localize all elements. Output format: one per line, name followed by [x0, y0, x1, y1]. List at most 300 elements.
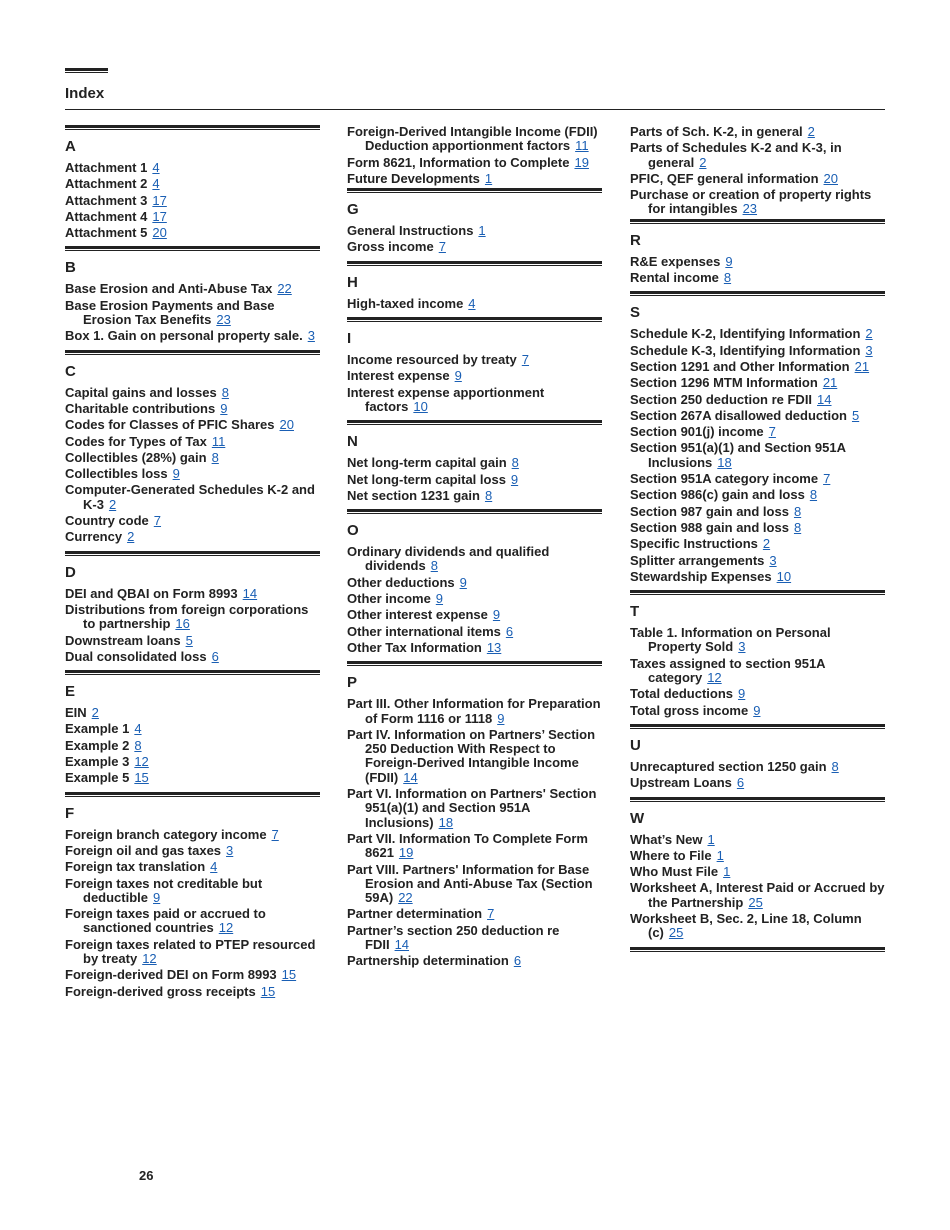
index-entry-text: Country code	[65, 513, 149, 529]
index-entry-text: Upstream Loans	[630, 775, 732, 791]
index-entry-text: Foreign taxes paid or accrued to sanctioned countries	[65, 906, 266, 936]
page-link[interactable]: 2	[762, 536, 771, 552]
index-entry-text: Section 986(c) gain and loss	[630, 487, 805, 503]
index-entry	[630, 255, 885, 269]
index-entry	[65, 299, 320, 328]
page-link[interactable]: 7	[823, 471, 831, 487]
index-entry	[347, 728, 602, 785]
section-rule	[347, 188, 602, 193]
page-link[interactable]: 7	[271, 826, 279, 842]
index-entry-text: Codes for Classes of PFIC Shares	[65, 417, 275, 433]
index-entry	[630, 865, 885, 879]
index-entry-text: Section 951(a)(1) and Section 951A Inclusions	[630, 440, 846, 470]
page-link[interactable]: 19	[574, 154, 589, 170]
index-entry	[347, 863, 602, 906]
section-letter: R	[630, 231, 641, 249]
page-link[interactable]: 20	[152, 225, 167, 241]
index-entry-text: Foreign taxes related to PTEP resourced by treaty	[65, 936, 316, 966]
page-link[interactable]: 2	[699, 154, 707, 170]
index-entry	[347, 545, 602, 574]
index-entry-text: Attachment 4	[65, 208, 148, 224]
page-link[interactable]: 18	[438, 814, 454, 830]
index-entry-text: Attachment 1	[65, 160, 148, 175]
index-entry	[347, 832, 602, 861]
section-letter: C	[65, 362, 76, 380]
column-end-rule	[630, 947, 885, 952]
index-entry-text: Base Erosion Payments and Base Erosion Tax Benefits	[65, 297, 275, 328]
page-link[interactable]: 7	[768, 424, 776, 440]
index-entry	[630, 172, 885, 186]
section-letter: N	[347, 433, 358, 451]
page-link[interactable]: 16	[175, 616, 190, 632]
index-entry-text: Part VIII. Partners' Information for Base Erosion and Anti-Abuse Tax (Section 59A)	[347, 861, 593, 906]
index-entry	[65, 828, 320, 842]
page-link[interactable]: 1	[478, 223, 486, 239]
index-entry	[65, 755, 320, 769]
index-entry-text: Other international items	[347, 623, 501, 639]
index-entry-text: Total deductions	[630, 686, 734, 702]
page-link[interactable]: 2	[91, 705, 99, 721]
index-entry-text: Income resourced by treaty	[347, 352, 517, 368]
index-entry-text: Schedule K-3, Identifying Information	[630, 342, 861, 358]
title-divider	[65, 109, 885, 110]
index-entry-text: Part VI. Information on Partners' Section 951(a)(1) and Section 951A Inclusions)	[347, 786, 597, 830]
page-link[interactable]: 9	[172, 466, 180, 482]
index-entry-text: Worksheet A, Interest Paid or Accrued by the Partnership	[630, 880, 885, 910]
page-link[interactable]: 8	[723, 270, 732, 286]
index-entry	[65, 860, 320, 874]
page-link[interactable]: 22	[277, 281, 292, 297]
page-link[interactable]: 2	[108, 496, 117, 512]
index-entry-text: Section 988 gain and loss	[630, 519, 789, 535]
page-link[interactable]: 4	[210, 859, 218, 875]
section-letter: D	[65, 563, 76, 581]
page-link[interactable]: 7	[153, 513, 162, 529]
index-entry	[347, 576, 602, 590]
section-rule	[347, 509, 602, 514]
index-entry-text: Capital gains and losses	[65, 384, 217, 400]
index-entry	[630, 657, 885, 686]
index-section-w	[630, 797, 885, 941]
index-entry-text: Gross income	[347, 239, 434, 255]
page-link[interactable]: 22	[398, 890, 413, 906]
index-entry	[630, 521, 885, 535]
index-section-t	[630, 590, 885, 718]
index-section-p	[347, 661, 602, 968]
section-rule	[347, 420, 602, 425]
index-entry	[630, 881, 885, 910]
page-link[interactable]: 9	[435, 591, 444, 607]
index-entry	[347, 907, 602, 921]
index-entry-text: DEI and QBAI on Form 8993	[65, 585, 238, 601]
page-link[interactable]: 25	[748, 894, 763, 910]
index-entry	[630, 570, 885, 584]
index-entry-text: Splitter arrangements	[630, 552, 765, 568]
index-entry	[347, 787, 602, 830]
section-letter: B	[65, 259, 76, 277]
page-link[interactable]: 2	[807, 124, 815, 139]
index-entry	[630, 376, 885, 390]
page-link[interactable]: 9	[492, 607, 501, 623]
index-entry-text: Attachment 3	[65, 192, 148, 208]
index-entry-text: Downstream loans	[65, 632, 181, 648]
section-letter: P	[347, 674, 358, 692]
section-rule	[65, 551, 320, 556]
page-link[interactable]: 7	[438, 239, 446, 255]
page-link[interactable]: 8	[484, 487, 493, 503]
index-entry	[65, 177, 320, 191]
page-link[interactable]: 9	[220, 400, 228, 416]
index-entry-text: Example 5	[65, 770, 130, 786]
page-title: Index	[65, 85, 105, 102]
index-entry-text: What’s New	[630, 831, 703, 847]
index-entry	[347, 297, 602, 311]
index-entry-text: Currency	[65, 529, 123, 545]
section-letter: A	[65, 138, 76, 155]
page-link[interactable]: 1	[707, 831, 715, 847]
index-entry-text: Other Tax Information	[347, 639, 482, 655]
page-link[interactable]: 4	[468, 295, 476, 311]
index-entry	[65, 587, 320, 601]
page-link[interactable]: 3	[738, 639, 746, 655]
index-entry-text: High-taxed income	[347, 295, 464, 311]
page-link[interactable]: 4	[152, 160, 160, 175]
page-link[interactable]: 9	[454, 368, 462, 384]
index-entry-text: Section 951A category income	[630, 471, 819, 487]
index-section-b	[65, 246, 320, 343]
page-link[interactable]: 19	[398, 845, 414, 861]
page-link[interactable]: 25	[668, 925, 684, 941]
index-entry	[65, 877, 320, 906]
page-link[interactable]: 8	[430, 558, 438, 574]
page-link[interactable]: 15	[260, 983, 276, 999]
index-entry	[65, 210, 320, 224]
index-entry	[65, 451, 320, 465]
index-entry-text: Rental income	[630, 270, 719, 286]
page-link[interactable]: 2	[127, 529, 135, 545]
index-entry-text: Charitable contributions	[65, 400, 216, 416]
index-entry-text: Other deductions	[347, 574, 455, 590]
index-entry	[65, 418, 320, 432]
page-link[interactable]: 23	[742, 201, 758, 217]
page-link[interactable]: 8	[134, 737, 142, 753]
page-link[interactable]: 9	[725, 253, 733, 269]
index-entry	[65, 386, 320, 400]
index-entry-text: Foreign taxes not creditable but deductible	[65, 875, 263, 905]
index-entry-text: Section 267A disallowed deduction	[630, 407, 847, 423]
index-entry-text: Section 1296 MTM Information	[630, 375, 818, 391]
index-entry	[65, 771, 320, 785]
index-entry-text: Table 1. Information on Personal Property Sold	[630, 625, 831, 655]
page-link[interactable]: 9	[459, 574, 467, 590]
page-link[interactable]: 9	[510, 471, 519, 487]
index-section-a	[65, 125, 320, 240]
index-entry	[630, 505, 885, 519]
page-link[interactable]: 15	[134, 770, 149, 786]
index-entry-text: Foreign-derived DEI on Form 8993	[65, 967, 277, 983]
page-link[interactable]: 6	[505, 623, 514, 639]
index-entry-text: Interest expense apportionment factors	[347, 384, 545, 414]
index-entry-text: Net long-term capital gain	[347, 455, 507, 471]
index-column-2	[347, 125, 602, 975]
index-entry-text: Future Developments	[347, 170, 480, 186]
page-link[interactable]: 3	[769, 552, 777, 568]
index-entry-text: Example 1	[65, 721, 130, 737]
page-link[interactable]: 10	[776, 568, 792, 584]
section-rule	[65, 792, 320, 797]
index-entry	[347, 592, 602, 606]
index-entry	[347, 240, 602, 254]
section-letter: O	[347, 522, 359, 540]
index-entry	[630, 188, 885, 217]
index-entry-text: Net section 1231 gain	[347, 487, 480, 503]
index-entry	[630, 912, 885, 941]
index-entry	[65, 435, 320, 449]
page-link[interactable]: 8	[809, 487, 818, 503]
page-link[interactable]: 9	[153, 889, 161, 905]
index-section-c	[65, 350, 320, 545]
index-section-g	[347, 188, 602, 255]
index-entry	[630, 360, 885, 374]
index-entry	[630, 271, 885, 285]
section-rule	[65, 125, 320, 130]
index-entry-text: Foreign branch category income	[65, 826, 267, 842]
index-entry	[630, 344, 885, 358]
page-link[interactable]: 14	[242, 585, 258, 601]
page-link[interactable]: 12	[707, 670, 722, 686]
index-entry-text: Box 1. Gain on personal property sale.	[65, 328, 303, 344]
page-link[interactable]: 6	[736, 775, 745, 791]
section-rule	[347, 261, 602, 266]
index-section-s	[630, 291, 885, 584]
index-entry-text: Where to File	[630, 847, 712, 863]
index-entry-text: Interest expense	[347, 368, 450, 384]
index-entry-text: Partner’s section 250 deduction re FDII	[347, 922, 560, 952]
page-link[interactable]: 12	[134, 754, 149, 770]
index-entry	[65, 402, 320, 416]
page-link[interactable]: 9	[753, 702, 761, 718]
index-entry	[630, 687, 885, 701]
index-entry	[65, 483, 320, 512]
page-link[interactable]: 5	[185, 632, 193, 648]
index-entry-text: R&E expenses	[630, 253, 721, 269]
page-link[interactable]: 18	[717, 454, 732, 470]
section-letter: U	[630, 736, 641, 754]
index-entry	[630, 393, 885, 407]
page-link[interactable]: 21	[854, 358, 870, 374]
page-link[interactable]: 11	[575, 138, 589, 154]
index-entry-text: Parts of Schedules K-2 and K-3, in general	[630, 140, 842, 170]
page-link[interactable]: 15	[281, 967, 297, 983]
index-entry-text: Partner determination	[347, 906, 483, 922]
index-entry	[65, 329, 320, 343]
page-link[interactable]: 1	[723, 864, 731, 880]
index-entry	[630, 141, 885, 170]
page-link[interactable]: 14	[403, 769, 418, 785]
index-entry	[630, 849, 885, 863]
index-entry	[630, 125, 885, 139]
index-section-r	[630, 219, 885, 286]
index-entry	[347, 608, 602, 622]
page-link[interactable]: 4	[134, 721, 142, 737]
index-entry	[347, 924, 602, 953]
section-letter: W	[630, 809, 645, 827]
section-rule	[630, 219, 885, 224]
page-link[interactable]: 1	[716, 847, 724, 863]
index-entry	[630, 776, 885, 790]
page-link[interactable]: 1	[484, 170, 493, 186]
index-entry-text: Unrecaptured section 1250 gain	[630, 758, 827, 774]
section-rule	[347, 661, 602, 666]
section-letter: G	[347, 201, 359, 219]
index-entry	[65, 530, 320, 544]
page-link[interactable]: 3	[865, 342, 873, 358]
index-entry	[65, 844, 320, 858]
index-entry	[630, 760, 885, 774]
section-rule	[630, 291, 885, 296]
index-entry	[65, 739, 320, 753]
page-number: 26	[139, 1168, 154, 1183]
page-link[interactable]: 11	[211, 433, 226, 449]
index-entry	[347, 489, 602, 503]
page-link[interactable]: 23	[216, 312, 231, 328]
index-entry	[630, 327, 885, 341]
index-entry-text: Foreign tax translation	[65, 859, 206, 875]
section-letter: F	[65, 804, 75, 822]
index-entry	[65, 161, 320, 175]
page-link[interactable]: 13	[486, 639, 502, 655]
index-entry-text: Dual consolidated loss	[65, 648, 207, 664]
section-rule	[65, 350, 320, 355]
index-section-d	[65, 551, 320, 664]
index-entry-text: Attachment 5	[65, 225, 148, 241]
index-entry	[347, 386, 602, 415]
index-entry-text: Other income	[347, 591, 431, 607]
index-entry	[65, 282, 320, 296]
index-entry-text: Stewardship Expenses	[630, 568, 772, 584]
index-entry	[347, 456, 602, 470]
page-link[interactable]: 6	[513, 953, 522, 969]
page-link[interactable]: 3	[307, 328, 315, 344]
index-entry	[630, 472, 885, 486]
page-link[interactable]: 8	[793, 519, 802, 535]
index-entry-text: Partnership determination	[347, 953, 509, 969]
page-link[interactable]: 8	[211, 449, 219, 465]
index-entry-text: Form 8621, Information to Complete	[347, 154, 570, 170]
index-entry-text: Distributions from foreign corporations to partnership	[65, 601, 309, 632]
page-link[interactable]: 9	[738, 686, 746, 702]
page-link[interactable]: 10	[413, 398, 428, 414]
page-link[interactable]: 20	[823, 170, 838, 186]
index-entry-text: Foreign-Derived Intangible Income (FDII) Deduction apportionment factors	[347, 124, 598, 154]
index-entry-text: Net long-term capital loss	[347, 471, 506, 487]
index-entry-text: Foreign oil and gas taxes	[65, 842, 222, 858]
index-entry	[65, 226, 320, 240]
index-entry-text: Specific Instructions	[630, 536, 758, 552]
index-entry	[630, 441, 885, 470]
section-letter: H	[347, 273, 358, 291]
index-entry-text: Purchase or creation of property rights for intangibles	[630, 187, 872, 217]
index-entry-text: Total gross income	[630, 702, 749, 718]
index-entry	[347, 369, 602, 383]
index-entry-text: PFIC, QEF general information	[630, 170, 819, 186]
index-entry	[630, 425, 885, 439]
index-entry-text: Collectibles (28%) gain	[65, 449, 207, 465]
index-column-1	[65, 125, 320, 1005]
index-entry	[347, 156, 602, 170]
page-link[interactable]: 6	[211, 648, 219, 664]
index-section-n	[347, 420, 602, 503]
index-entry	[65, 467, 320, 481]
page-link[interactable]: 14	[817, 391, 832, 407]
page-link[interactable]: 8	[511, 455, 519, 471]
section-rule	[347, 317, 602, 322]
index-entry	[65, 194, 320, 208]
index-entry	[65, 634, 320, 648]
page-link[interactable]: 12	[218, 920, 234, 936]
index-entry-text: Attachment 2	[65, 176, 148, 192]
index-entry-text: Section 1291 and Other Information	[630, 358, 850, 374]
page-link[interactable]: 8	[831, 758, 839, 774]
page-link[interactable]: 21	[822, 375, 838, 391]
page-link[interactable]: 9	[497, 710, 505, 726]
page-link[interactable]: 2	[865, 326, 873, 342]
index-section-f	[65, 792, 320, 999]
index-entry-text: Base Erosion and Anti-Abuse Tax	[65, 281, 273, 297]
index-entry	[65, 985, 320, 999]
index-entry-text: General Instructions	[347, 223, 474, 239]
index-entry-text: Parts of Sch. K-2, in general	[630, 124, 803, 139]
index-entry-text: Schedule K-2, Identifying Information	[630, 326, 861, 342]
page-link[interactable]: 3	[226, 842, 234, 858]
section-rule	[630, 797, 885, 802]
index-entry-text: Worksheet B, Sec. 2, Line 18, Column (c)	[630, 910, 862, 941]
index-entry	[347, 473, 602, 487]
index-entry-text: Other interest expense	[347, 607, 488, 623]
section-letter: E	[65, 683, 76, 701]
index-entry	[630, 833, 885, 847]
index-section-e	[65, 670, 320, 785]
page-link[interactable]: 14	[394, 936, 410, 952]
page-link[interactable]: 17	[152, 208, 167, 224]
page-link[interactable]: 8	[793, 503, 802, 519]
index-entry-text: Example 3	[65, 754, 130, 770]
index-entry	[630, 537, 885, 551]
page-link[interactable]: 5	[851, 407, 860, 423]
index-entry-text: Section 250 deduction re FDII	[630, 391, 813, 407]
index-entry	[630, 626, 885, 655]
index-entry	[347, 697, 602, 726]
page-link[interactable]: 7	[521, 352, 530, 368]
index-entry	[65, 650, 320, 664]
page-link[interactable]: 7	[487, 906, 495, 922]
index-entry	[347, 625, 602, 639]
index-entry	[347, 353, 602, 367]
page-link[interactable]: 8	[221, 384, 229, 400]
page-link[interactable]: 4	[152, 176, 160, 192]
index-entry-text: Computer-Generated Schedules K-2 and K-3	[65, 482, 315, 512]
index-entry	[65, 938, 320, 967]
index-entry	[65, 722, 320, 736]
section-letter: S	[630, 304, 641, 322]
page-link[interactable]: 12	[142, 950, 157, 966]
index-entry	[65, 968, 320, 982]
page-link[interactable]: 20	[279, 417, 294, 433]
page-link[interactable]: 17	[152, 192, 167, 208]
index-entry-text: Ordinary dividends and qualified dividends	[347, 544, 550, 574]
index-entry	[347, 224, 602, 238]
index-section-i	[347, 317, 602, 414]
